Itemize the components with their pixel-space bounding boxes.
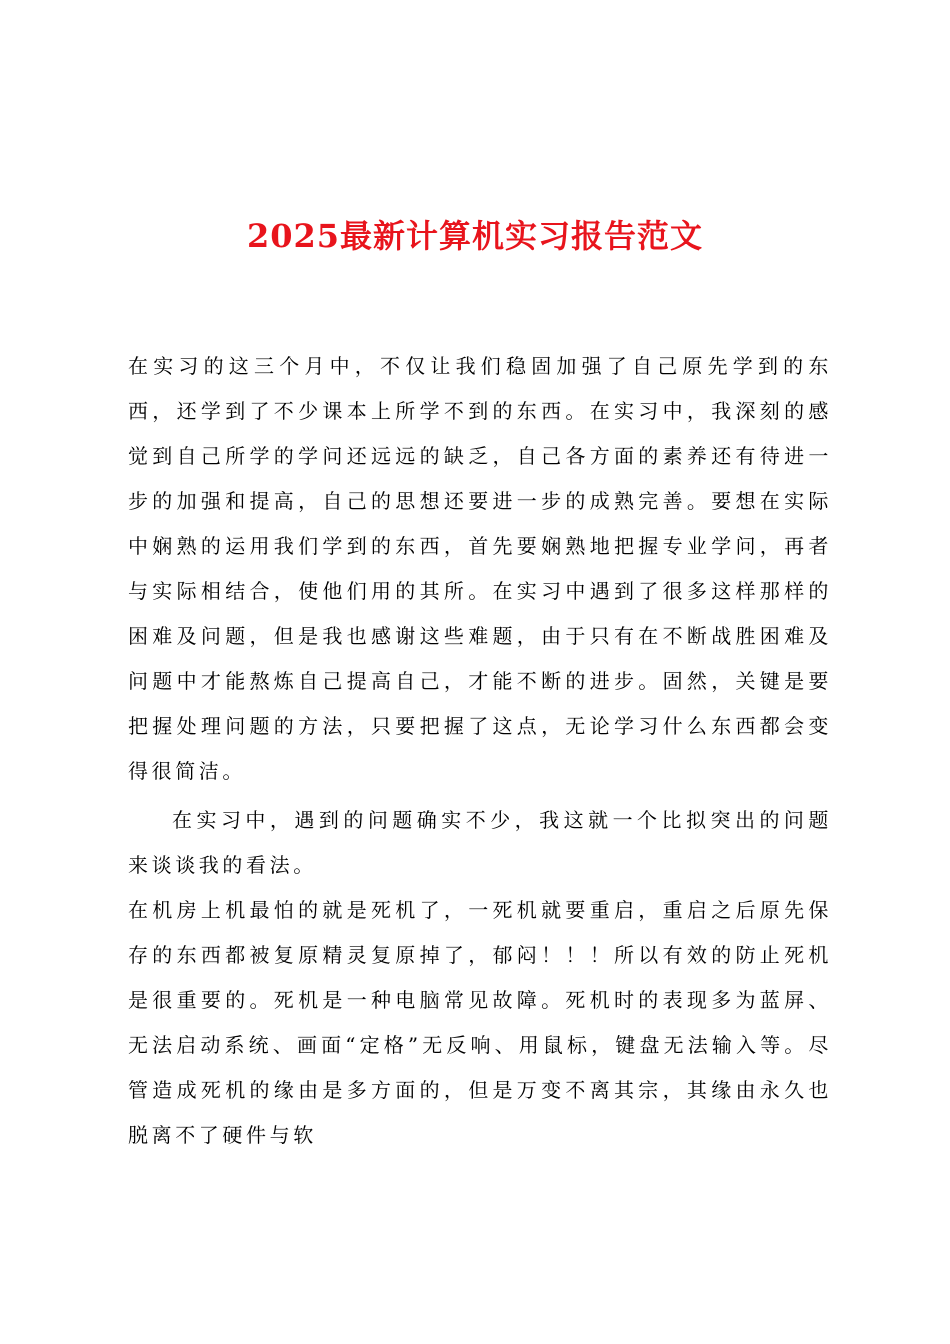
document-title: 2025最新计算机实习报告范文: [246, 217, 704, 255]
document-body: [128, 344, 832, 1158]
paragraph-problems-intro: 在实习中，遇到的问题确实不少，我这就一个比拟突出的问题来谈谈我的看法。: [128, 808, 832, 877]
paragraph-internship-summary: 在实习的这三个月中，不仅让我们稳固加强了自己原先学到的东西，还学到了不少课本上所学不到的东西。在实习中，我深刻的感觉到自己所学的学问还远远的缺乏，自己各方面的素养还有待进一步的加强和提高，自己的思想还要进一步的成熟完善。要想在实际中娴熟的运用我们学到的东西，首先要娴熟地把握专业学问，再者与实际相结合，使他们用的其所。在实习中遇到了很多这样那样的困难及问题，但是我也感谢这些难题，由于只有在不断战胜困难及问题中才能熬炼自己提高自己，才能不断的进步。固然，关键是要把握处理问题的方法，只要把握了这点，无论学习什么东西都会变得很简洁。: [128, 354, 832, 783]
paragraph-computer-crash: 在机房上机最怕的就是死机了，一死机就要重启，重启之后原先保存的东西都被复原精灵复原掉了，郁闷！！！所以有效的防止死机是很重要的。死机是一种电脑常见故障。死机时的表现多为蓝屏、无法启动系统、画面“定格”无反响、用鼠标，键盘无法输入等。尽管造成死机的缘由是多方面的，但是万变不离其宗，其缘由永久也脱离不了硬件与软: [128, 898, 832, 1147]
